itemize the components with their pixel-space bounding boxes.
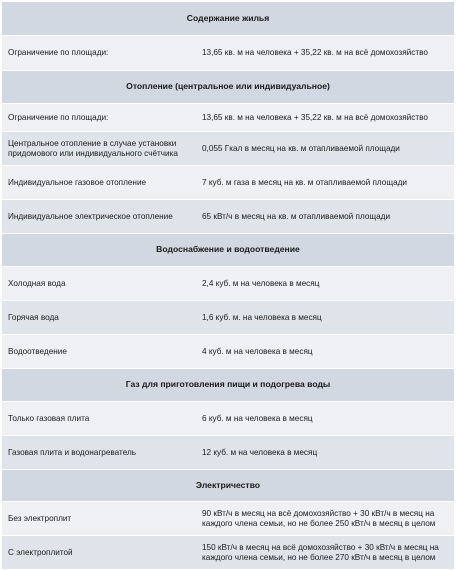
row-value: 13,65 кв. м на человека + 35,22 кв. м на всё домохозяйство xyxy=(202,112,428,122)
row-value: 4 куб. м на человека в месяц xyxy=(202,346,313,356)
row-label: Холодная вода xyxy=(8,278,66,288)
norms-table xyxy=(2,2,454,570)
row-label: Водоотведение xyxy=(8,346,67,356)
row-value: 90 кВт/ч в месяц на всё домохозяйство + 30 кВт/ч в месяц на каждого члена семьи, но не более 250 кВт/ч в месяц в целом xyxy=(202,509,436,528)
table-row xyxy=(2,166,454,200)
section-title: Газ для приготовления пищи и подогрева воды xyxy=(125,379,331,390)
row-label: Центральное отопление в случае установки придомового или индивидуального счётчика xyxy=(8,139,178,158)
section-title: Электричество xyxy=(195,479,261,490)
section-header-water xyxy=(2,234,454,267)
row-value: 150 кВт/ч в месяц на всё домохозяйство + 30 кВт/ч в месяц на каждого члена семьи, но не более 270 кВт/ч в месяц в целом xyxy=(202,543,439,562)
table-row xyxy=(2,36,454,71)
row-label: Ограничение по площади: xyxy=(8,48,109,58)
section-title: Водоснабжение и водоотведение xyxy=(156,244,300,255)
row-label: Газовая плита и водонагреватель xyxy=(8,447,137,457)
section-title: Содержание жилья xyxy=(186,12,270,23)
table-row xyxy=(2,104,454,132)
row-label: Индивидуальное электрическое отопление xyxy=(8,211,173,221)
table-row xyxy=(2,267,454,301)
row-value: 13,65 кв. м на человека + 35,22 кв. м на всё домохозяйство xyxy=(202,48,428,58)
row-label: Горячая вода xyxy=(8,312,59,322)
row-value: 2,4 куб. м на человека в месяц xyxy=(202,278,320,288)
table-row xyxy=(2,402,454,436)
row-label: Только газовая плита xyxy=(8,413,90,423)
row-value: 0,055 Гкал в месяц на кв. м отапливаемой площади xyxy=(202,143,400,153)
row-label: С электроплитой xyxy=(8,547,73,557)
section-header-gas xyxy=(2,369,454,402)
row-value: 65 кВт/ч в месяц на кв. м отапливаемой площади xyxy=(202,211,391,221)
row-value: 7 куб. м газа в месяц на кв. м отапливаемой площади xyxy=(202,177,407,187)
row-value: 1,6 куб. м. на человека в месяц xyxy=(202,312,322,322)
section-header-housing xyxy=(2,2,454,36)
row-label: Без электроплит xyxy=(8,513,72,523)
row-value: 6 куб. м на человека в месяц xyxy=(202,413,313,423)
table-row xyxy=(2,502,454,536)
section-header-electricity xyxy=(2,470,454,502)
row-value: 12 куб. м на человека в месяц xyxy=(202,447,318,457)
table-row xyxy=(2,436,454,470)
section-title: Отопление (центральное или индивидуальное) xyxy=(126,81,330,92)
row-label: Ограничение по площади: xyxy=(8,112,109,122)
table-row xyxy=(2,200,454,234)
table-row xyxy=(2,301,454,335)
row-label: Индивидуальное газовое отопление xyxy=(8,177,147,187)
table-row xyxy=(2,536,454,570)
table-row xyxy=(2,335,454,369)
table-row xyxy=(2,132,454,166)
section-header-heating xyxy=(2,71,454,104)
